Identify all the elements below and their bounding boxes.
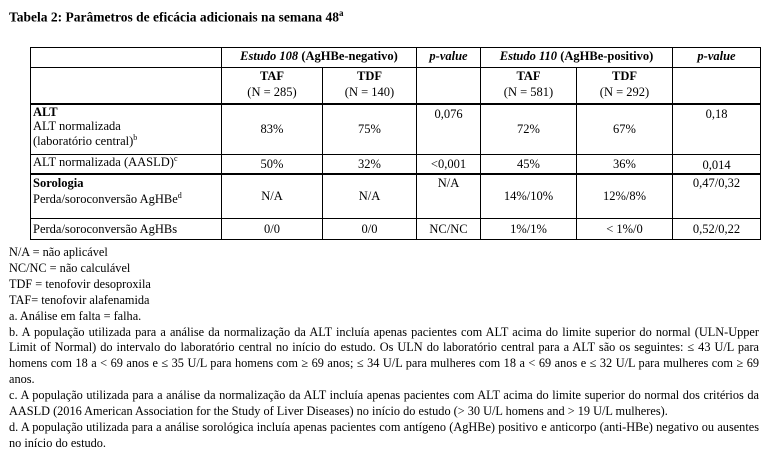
- header-110-taf: TAF (N = 581): [481, 68, 577, 104]
- cell-108-tdf: 0/0: [323, 219, 417, 240]
- header-study108: Estudo 108 (AgHBe-negativo): [222, 48, 417, 68]
- cell-pvalue-2: 0,47/0,32: [673, 174, 761, 219]
- cell-108-tdf: N/A: [323, 174, 417, 219]
- cell-110-tdf: 67%: [577, 104, 673, 155]
- row-label: ALT ALT normalizada (laboratório central)$^b$: [31, 104, 222, 155]
- note-d: d. A população utilizada para a análise sorológica incluía apenas pacientes com antígeno (AgHBe) positivo e anticorpo (anti-HBe) negativo ou ausentes no início do estudo.: [9, 419, 759, 450]
- cell-110-taf: 1%/1%: [481, 219, 577, 240]
- header-108-taf: TAF (N = 285): [222, 68, 323, 104]
- cell-108-taf: 0/0: [222, 219, 323, 240]
- header-empty-cell: [31, 48, 222, 68]
- table-row-alt-normalizada: [31, 104, 761, 155]
- cell-110-tdf: 12%/8%: [577, 174, 673, 219]
- cell-pvalue-2: 0,18: [673, 104, 761, 155]
- header-pvalue-2: p-value: [673, 48, 761, 68]
- header-row-2: [31, 68, 761, 104]
- note-nc: NC/NC = não calculável: [9, 260, 131, 275]
- cell-108-tdf: 32%: [323, 155, 417, 174]
- table-footnotes: [9, 245, 759, 452]
- header-study110: Estudo 110 (AgHBe-positivo): [481, 48, 673, 68]
- cell-110-taf: 72%: [481, 104, 577, 155]
- cell-108-taf: N/A: [222, 174, 323, 219]
- cell-pvalue-2: 0,014: [673, 155, 761, 174]
- cell-pvalue-1: N/A: [417, 174, 481, 219]
- row-label: Sorologia Perda/soroconversão AgHBe$^d$: [31, 174, 222, 219]
- table-row-sorologia-hbe: [31, 174, 761, 219]
- cell-110-tdf: 36%: [577, 155, 673, 174]
- note-taf: TAF= tenofovir alafenamida: [9, 292, 150, 307]
- header-empty-cell: [673, 68, 761, 104]
- header-row-1: [31, 48, 761, 68]
- cell-110-taf: 45%: [481, 155, 577, 174]
- cell-108-taf: 50%: [222, 155, 323, 174]
- cell-pvalue-1: NC/NC: [417, 219, 481, 240]
- note-na: N/A = não aplicável: [9, 245, 108, 259]
- table-title: Tabela 2: Parâmetros de eficácia adicionais na semana 48$^a$: [9, 8, 344, 25]
- header-110-tdf: TDF (N = 292): [577, 68, 673, 104]
- header-empty-cell: [417, 68, 481, 104]
- cell-pvalue-1: <0,001: [417, 155, 481, 174]
- cell-pvalue-2: 0,52/0,22: [673, 219, 761, 240]
- header-pvalue-1: p-value: [417, 48, 481, 68]
- note-c: c. A população utilizada para a análise da normalização da ALT incluía apenas pacientes com ALT acima do limite superior do normal dos critérios da AASLD (2016 American Association for the Study of Liver Diseases) no início do estudo (> 30 U/L homens and > 19 U/L mulheres).: [9, 388, 759, 419]
- table-row-sorologia-hbs: [31, 219, 761, 240]
- note-tdf: TDF = tenofovir desoproxila: [9, 276, 151, 291]
- note-a: a. Análise em falta = falha.: [9, 308, 142, 323]
- row-label: Perda/soroconversão AgHBs: [31, 219, 222, 240]
- cell-108-taf: 83%: [222, 104, 323, 155]
- row-label: ALT normalizada (AASLD)$^c$: [31, 155, 222, 174]
- note-b: b. A população utilizada para a análise da normalização da ALT incluía apenas pacientes com ALT acima do limite superior do normal (ULN-Upper Limit of Normal) do intervalo do laboratório central no início do estudo. Os ULN do laboratório central para a ALT são os seguintes: ≤ 43 U/L para homens com 18 a < 69 anos e ≤ 35 U/L para homens com ≥ 69 anos; ≤ 34 U/L para mulheres com 18 a < 69 anos e ≤ 32 U/L para mulheres com ≥ 69 anos.: [9, 324, 759, 387]
- table-row-alt-aasld: [31, 155, 761, 174]
- efficacy-table: [30, 47, 761, 240]
- cell-110-tdf: < 1%/0: [577, 219, 673, 240]
- cell-108-tdf: 75%: [323, 104, 417, 155]
- header-empty-cell: [31, 68, 222, 104]
- cell-pvalue-1: 0,076: [417, 104, 481, 155]
- header-108-tdf: TDF (N = 140): [323, 68, 417, 104]
- cell-110-taf: 14%/10%: [481, 174, 577, 219]
